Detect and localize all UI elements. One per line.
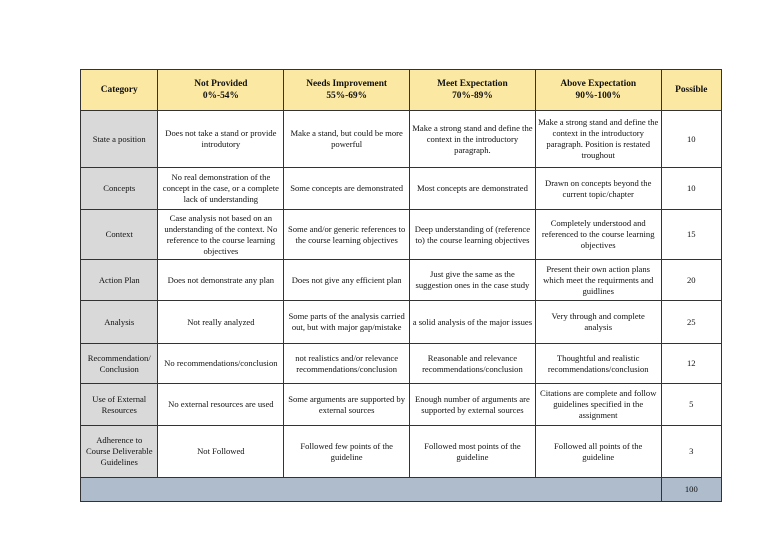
header-level xyxy=(410,70,536,111)
level-name: Not Provided xyxy=(194,79,248,89)
level-range: 0%-54% xyxy=(202,91,239,101)
row-cell: Most concepts are demonstrated xyxy=(410,168,536,210)
table-row xyxy=(81,260,722,301)
row-category: Analysis xyxy=(81,301,158,344)
row-cell: Does not take a stand or provide introdutory xyxy=(158,111,284,168)
row-cell: No real demonstration of the concept in the case, or a complete lack of understanding xyxy=(158,168,284,210)
row-cell: Deep understanding of (reference to) the course learning objectives xyxy=(410,210,536,260)
level-range: 70%-89% xyxy=(452,91,493,101)
row-cell: Drawn on concepts beyond the current topic/chapter xyxy=(535,168,661,210)
table-row xyxy=(81,168,722,210)
table-row xyxy=(81,426,722,478)
row-cell: Thoughtful and realistic recommendations/conclusion xyxy=(535,344,661,384)
row-cell: No external resources are used xyxy=(158,384,284,426)
table-row xyxy=(81,301,722,344)
row-cell: Does not demonstrate any plan xyxy=(158,260,284,301)
row-cell: Very through and complete analysis xyxy=(535,301,661,344)
row-cell: Followed all points of the guideline xyxy=(535,426,661,478)
header-row xyxy=(81,70,722,111)
row-category: Adherence to Course Deliverable Guidelines xyxy=(81,426,158,478)
row-cell: Just give the same as the suggestion ones in the case study xyxy=(410,260,536,301)
row-cell: Some parts of the analysis carried out, but with major gap/mistake xyxy=(284,301,410,344)
table-row xyxy=(81,344,722,384)
table-row xyxy=(81,111,722,168)
row-cell: Make a strong stand and define the context in the introductory paragraph. Position is restated troughout xyxy=(535,111,661,168)
row-cell: Make a strong stand and define the context in the introductory paragraph. xyxy=(410,111,536,168)
table-row xyxy=(81,210,722,260)
row-possible: 20 xyxy=(661,260,721,301)
row-cell: Case analysis not based on an understanding of the context. No reference to the course learning objectives xyxy=(158,210,284,260)
row-possible: 12 xyxy=(661,344,721,384)
row-cell: Some concepts are demonstrated xyxy=(284,168,410,210)
row-category: Concepts xyxy=(81,168,158,210)
total-spacer xyxy=(81,478,662,502)
row-possible: 3 xyxy=(661,426,721,478)
level-name: Meet Expectation xyxy=(437,79,508,89)
row-cell: Followed few points of the guideline xyxy=(284,426,410,478)
row-cell: Does not give any efficient plan xyxy=(284,260,410,301)
total-value: 100 xyxy=(661,478,721,502)
row-cell: a solid analysis of the major issues xyxy=(410,301,536,344)
row-cell: No recommendations/conclusion xyxy=(158,344,284,384)
level-range: 90%-100% xyxy=(575,91,621,101)
row-cell: Not Followed xyxy=(158,426,284,478)
total-row xyxy=(81,478,722,502)
row-category: Context xyxy=(81,210,158,260)
level-name: Above Expectation xyxy=(560,79,637,89)
header-category: Category xyxy=(81,70,158,111)
row-possible: 10 xyxy=(661,168,721,210)
level-range: 55%-69% xyxy=(326,91,367,101)
row-category: Recommendation/ Conclusion xyxy=(81,344,158,384)
row-possible: 5 xyxy=(661,384,721,426)
row-cell: Some and/or generic references to the course learning objectives xyxy=(284,210,410,260)
row-cell: not realistics and/or relevance recommendations/conclusion xyxy=(284,344,410,384)
row-cell: Reasonable and relevance recommendations/conclusion xyxy=(410,344,536,384)
level-name: Needs Improvement xyxy=(306,79,388,89)
header-level xyxy=(535,70,661,111)
rubric-table xyxy=(80,69,722,502)
header-level xyxy=(284,70,410,111)
row-possible: 25 xyxy=(661,301,721,344)
row-cell: Present their own action plans which meet the requirments and guidlines xyxy=(535,260,661,301)
header-possible: Possible xyxy=(661,70,721,111)
row-possible: 15 xyxy=(661,210,721,260)
row-cell: Completely understood and referenced to the course learning objectives xyxy=(535,210,661,260)
row-cell: Enough number of arguments are supported by external sources xyxy=(410,384,536,426)
row-cell: Some arguments are supported by external sources xyxy=(284,384,410,426)
row-category: State a position xyxy=(81,111,158,168)
row-possible: 10 xyxy=(661,111,721,168)
row-category: Action Plan xyxy=(81,260,158,301)
table-row xyxy=(81,384,722,426)
row-cell: Citations are complete and follow guidelines specified in the assignment xyxy=(535,384,661,426)
row-cell: Not really analyzed xyxy=(158,301,284,344)
header-level xyxy=(158,70,284,111)
row-cell: Followed most points of the guideline xyxy=(410,426,536,478)
row-cell: Make a stand, but could be more powerful xyxy=(284,111,410,168)
row-category: Use of External Resources xyxy=(81,384,158,426)
